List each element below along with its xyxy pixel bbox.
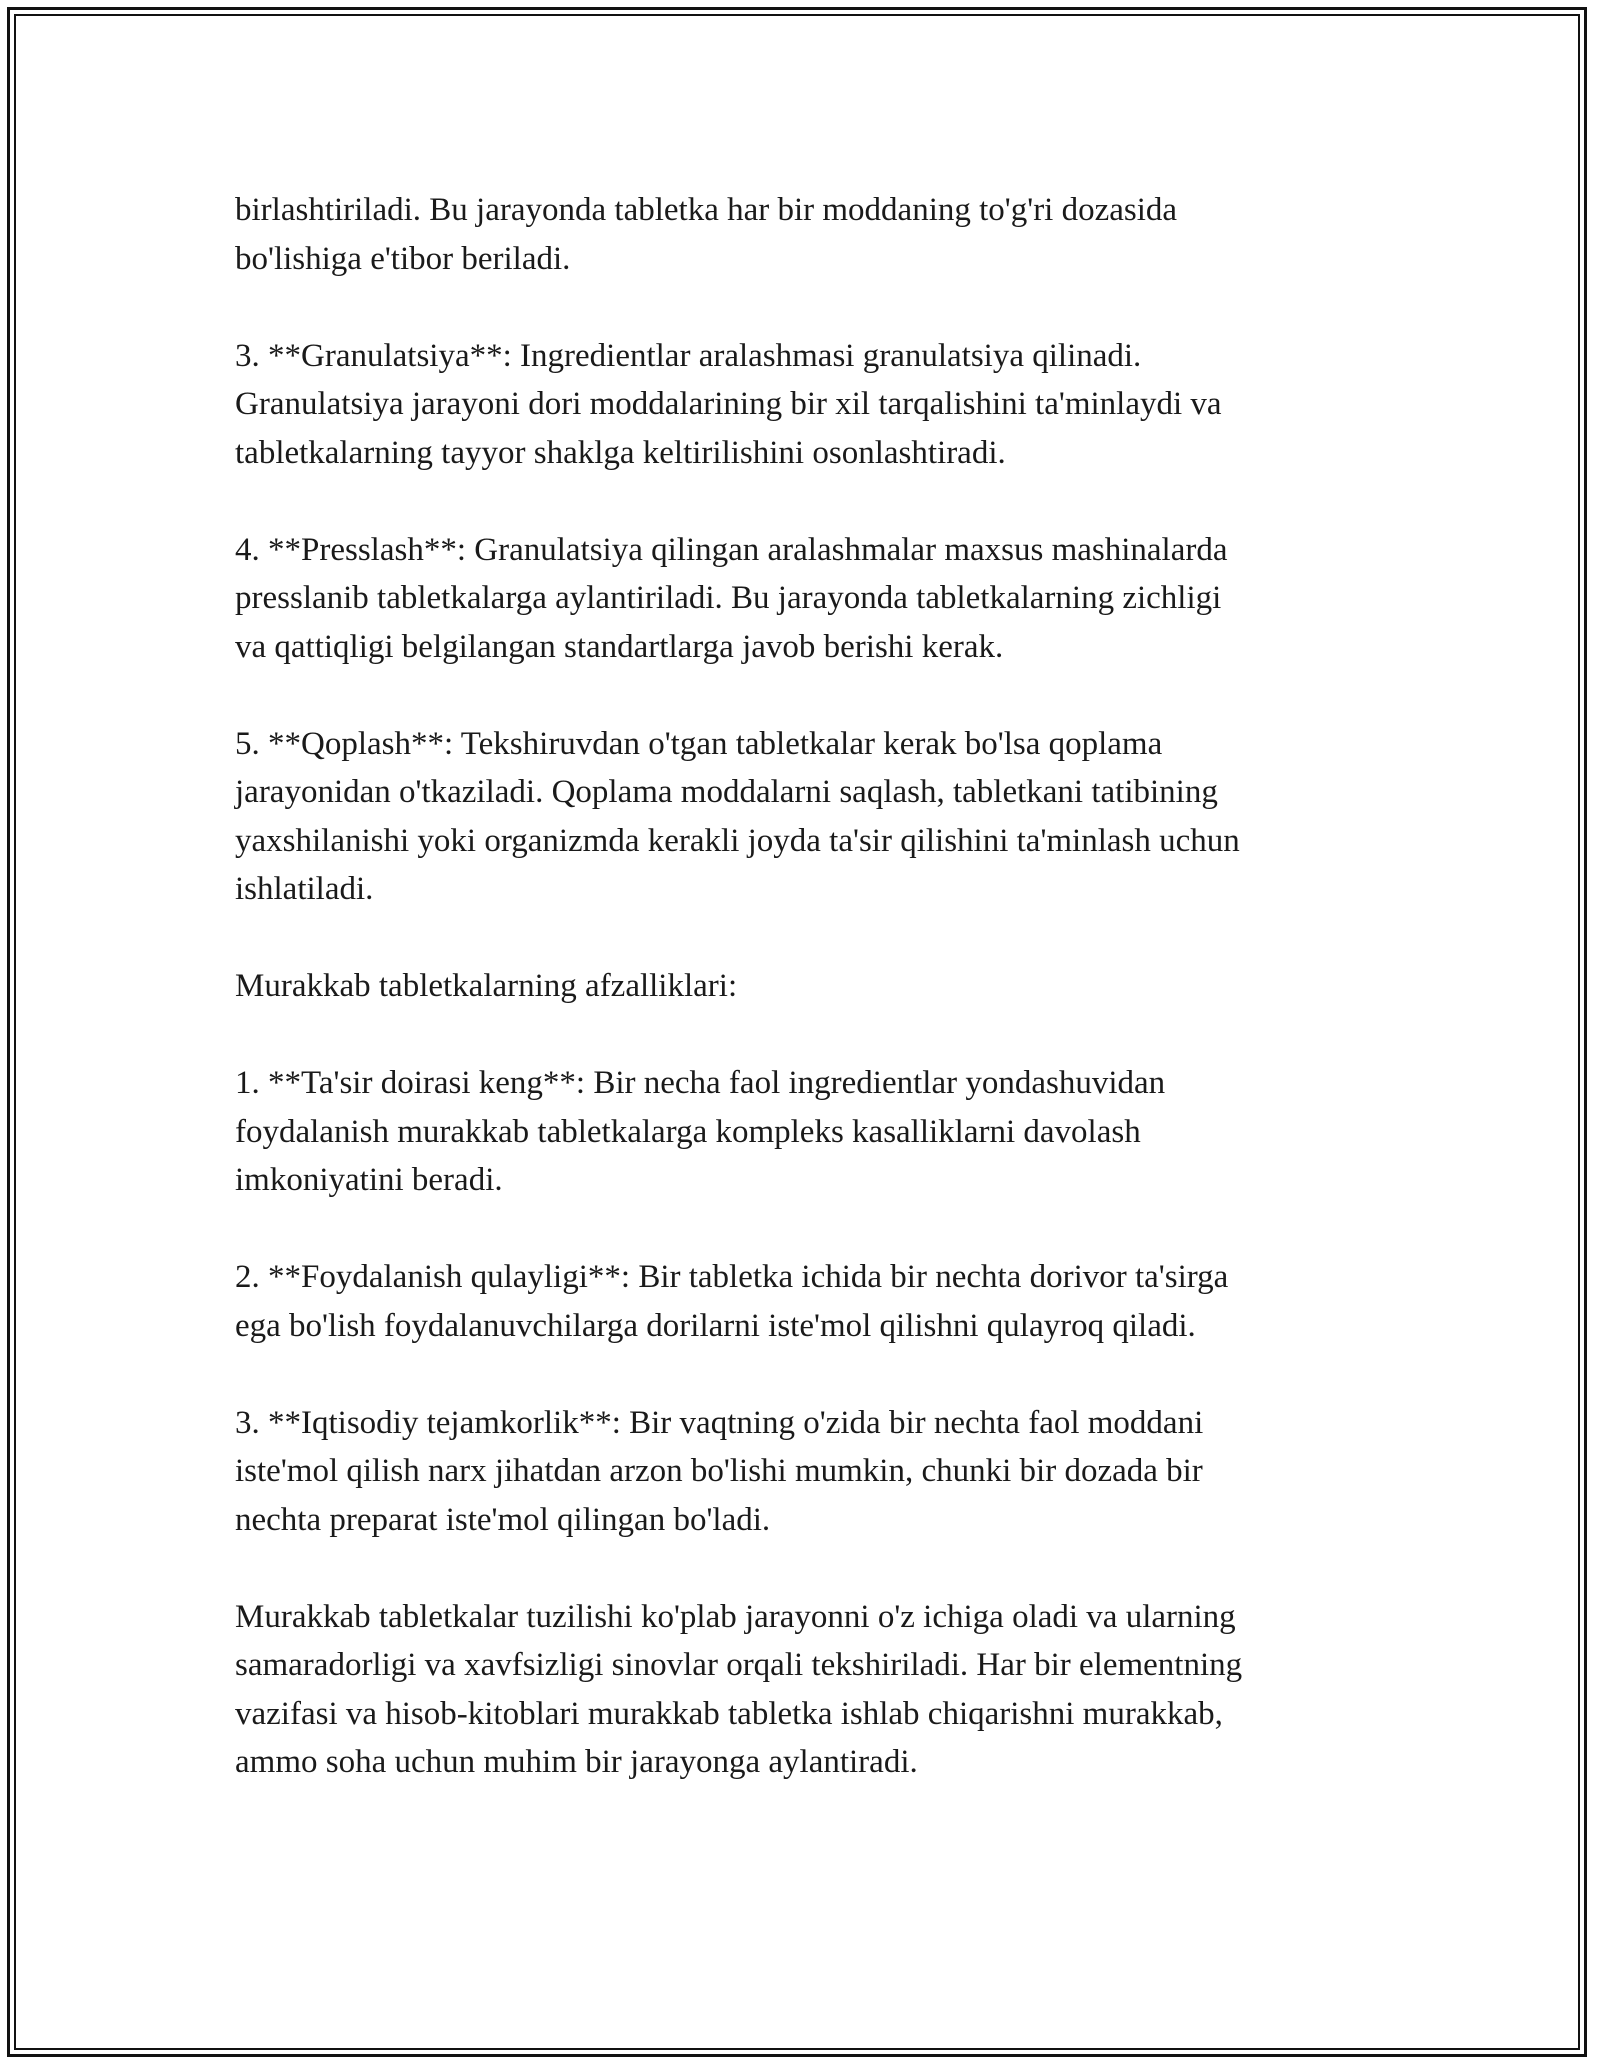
paragraph-iqtisodiy-tejamkorlik: 3. **Iqtisodiy tejamkorlik**: Bir vaqtning o'zida bir nechta faol moddani iste'mol qilish narx jihatdan arzon bo'lishi mumkin, chunki bir dozada bir nechta preparat iste'mol qilingan bo'ladi. [235, 1404, 1204, 1538]
paragraph-tasir-doirasi: 1. **Ta'sir doirasi keng**: Bir necha faol ingredientlar yondashuvidan foydalanish murakkab tabletkalarga kompleks kasalliklarni davolash imkoniyatini beradi. [235, 1065, 1166, 1198]
paragraph-continuation: birlashtiriladi. Bu jarayonda tabletka har bir moddaning to'g'ri dozasida bo'lishiga e'tibor beriladi. [235, 192, 1178, 277]
document-body [235, 186, 1375, 1835]
paragraph-qoplash: 5. **Qoplash**: Tekshiruvdan o'tgan tabletkalar kerak bo'lsa qoplama jarayonidan o'tkaziladi. Qoplama moddalarni saqlash, tabletkani tatibining yaxshilanishi yoki organizmda kerakli joyda ta'sir qilishini ta'minlash uchun ishlatiladi. [235, 725, 1240, 907]
paragraph-granulatsiya: 3. **Granulatsiya**: Ingredientlar aralashmasi granulatsiya qilinadi. Granulatsiya jarayoni dori moddalarining bir xil tarqalishini ta'minlaydi va tabletkalarning tayyor shaklga keltirilishini osonlashtiradi. [235, 337, 1222, 471]
paragraph-conclusion: Murakkab tabletkalar tuzilishi ko'plab jarayonni o'z ichiga oladi va ularning samaradorligi va xavfsizligi sinovlar orqali tekshiriladi. Har bir elementning vazifasi va hisob-kitoblari murakkab tabletka ishlab chiqarishni murakkab, ammo soha uchun muhim bir jarayonga aylantiradi. [235, 1598, 1243, 1780]
section-heading-advantages: Murakkab tabletkalarning afzalliklari: [235, 968, 738, 1004]
paragraph-presslash: 4. **Presslash**: Granulatsiya qilingan aralashmalar maxsus mashinalarda presslanib tabletkalarga aylantiriladi. Bu jarayonda tabletkalarning zichligi va qattiqligi belgilangan standartlarga javob berishi kerak. [235, 531, 1228, 665]
paragraph-foydalanish-qulayligi: 2. **Foydalanish qulayligi**: Bir tabletka ichida bir nechta dorivor ta'sirga ega bo'lish foydalanuvchilarga dorilarni iste'mol qilishni qulayroq qiladi. [235, 1259, 1229, 1344]
